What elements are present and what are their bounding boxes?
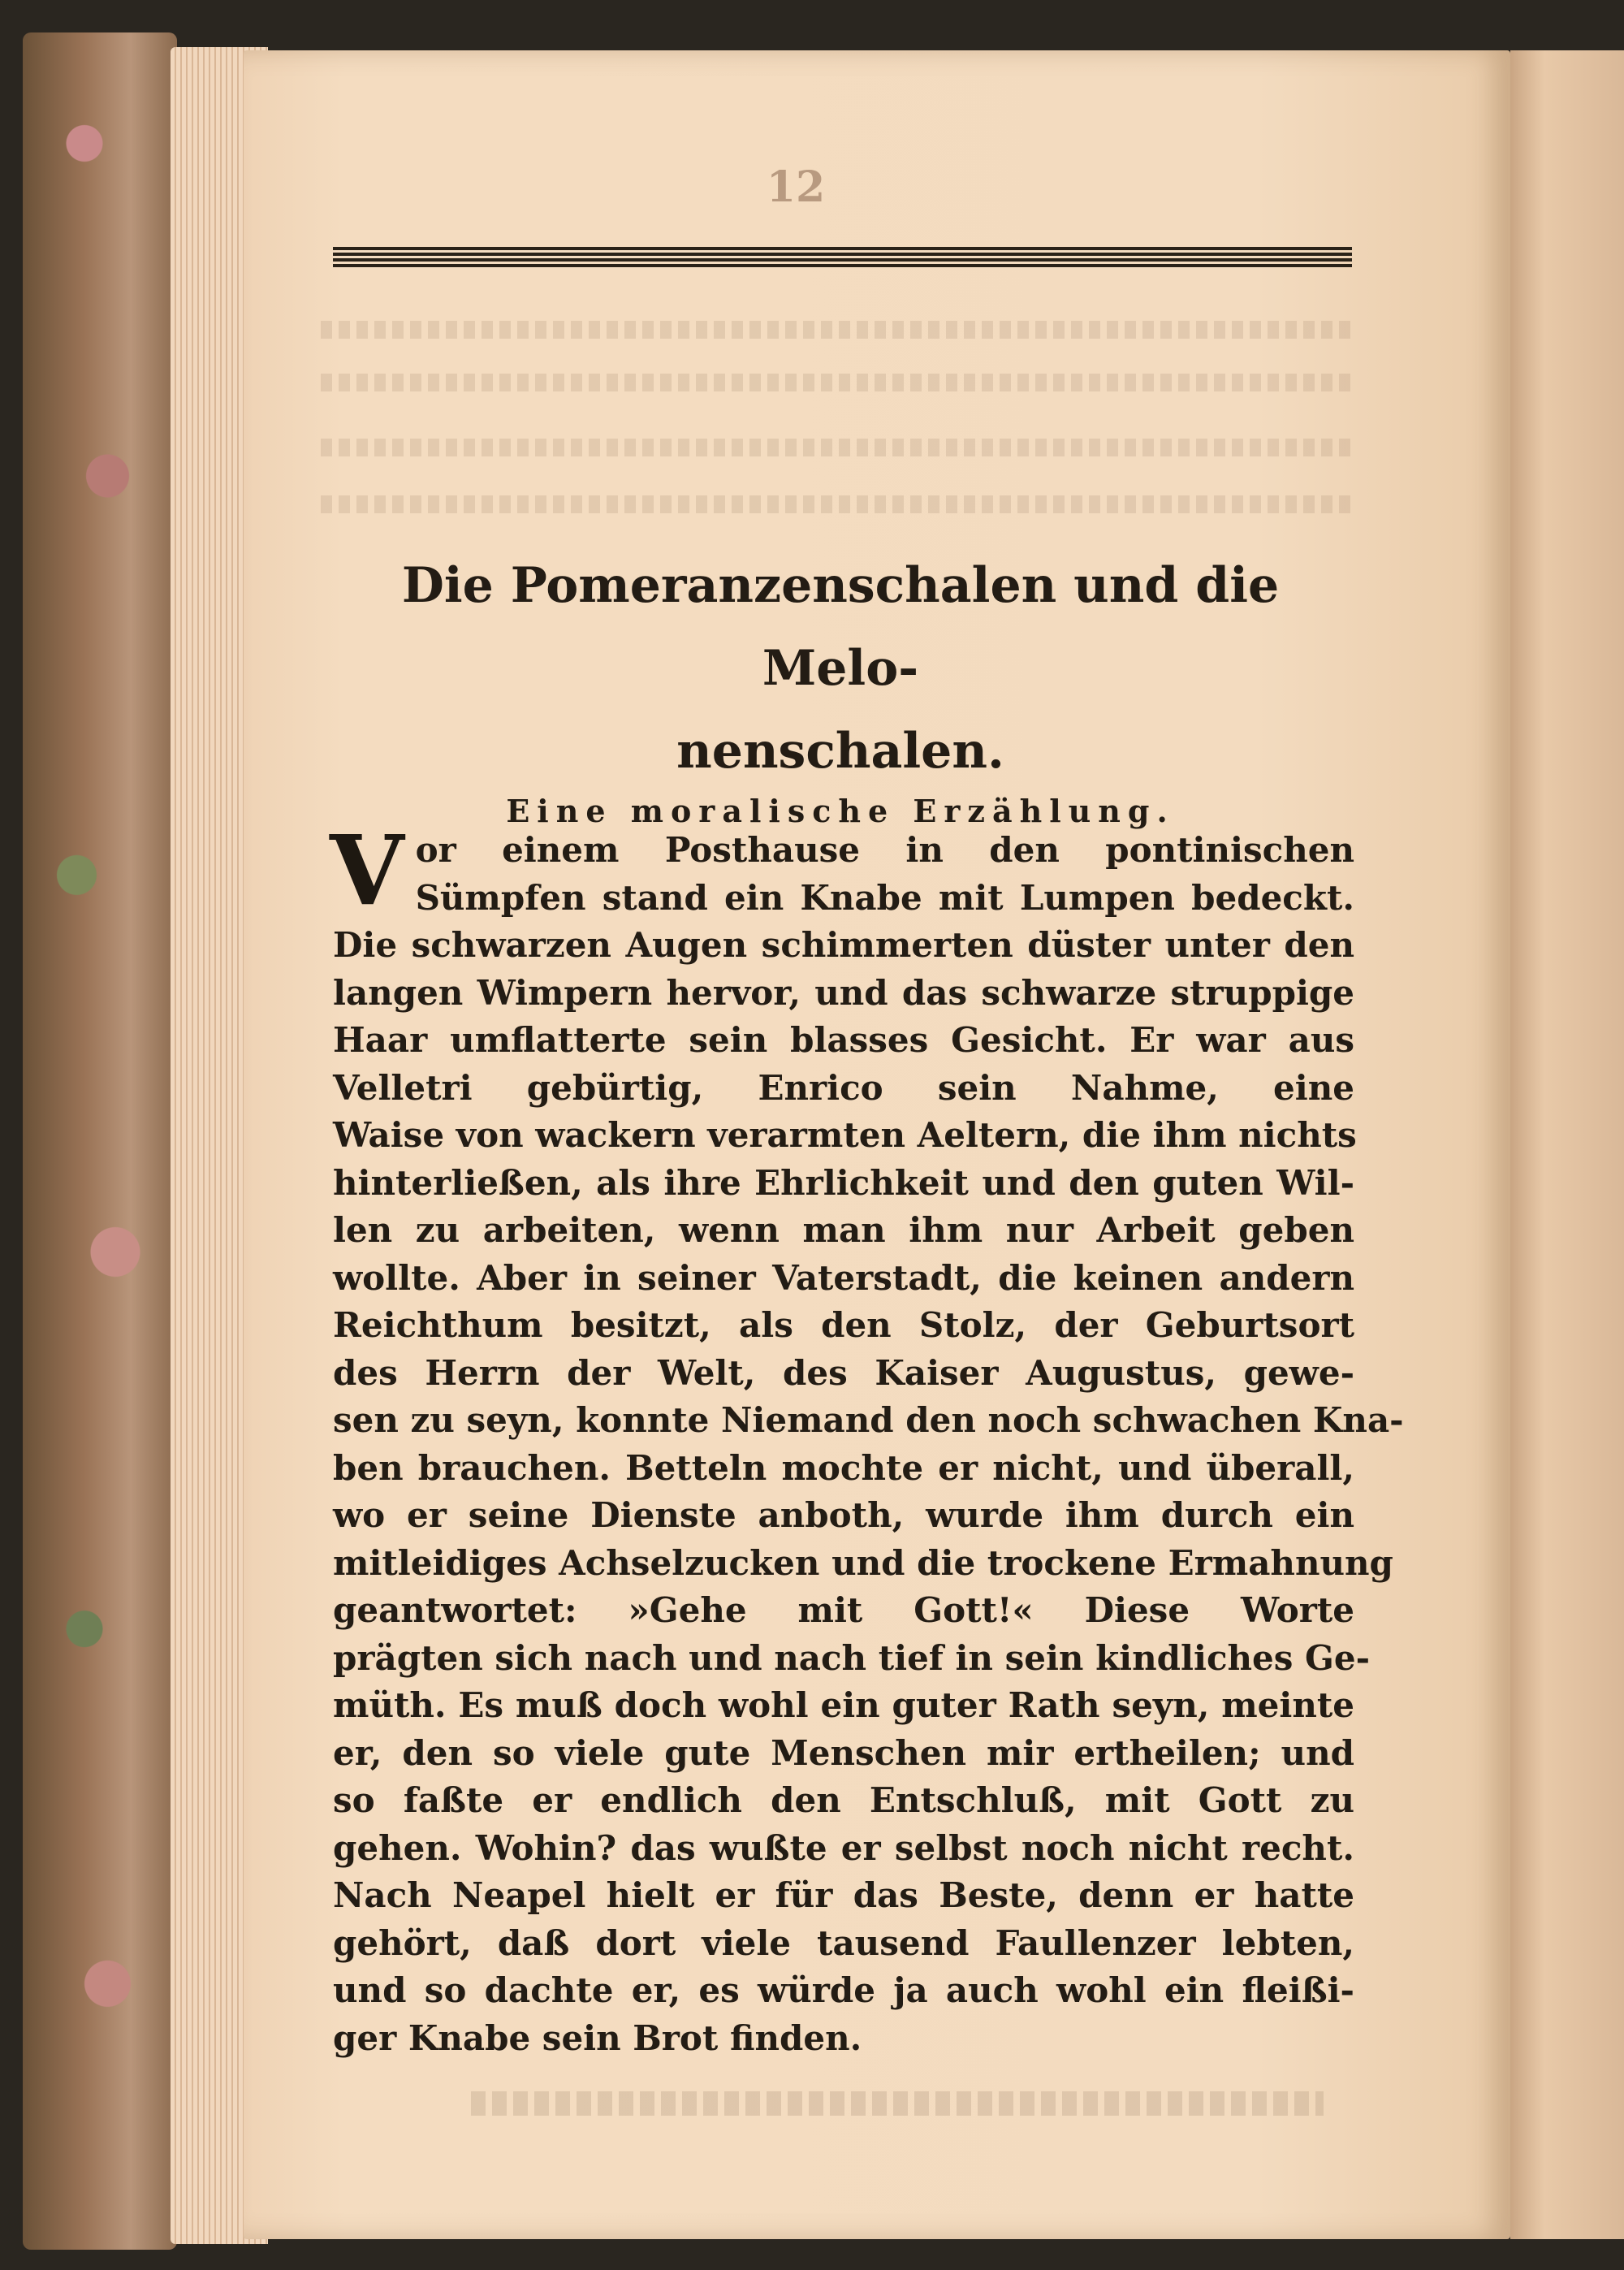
story-title-line-1: Die Pomeranzenschalen und die Melo- bbox=[401, 557, 1280, 697]
text-line: Sümpfen stand ein Knabe mit Lumpen bedeckt. bbox=[415, 877, 1354, 918]
text-line: ben brauchen. Betteln mochte er nicht, und überall, bbox=[333, 1447, 1354, 1488]
story-heading bbox=[325, 544, 1356, 829]
text-line: müth. Es muß doch wohl ein guter Rath seyn, meinte bbox=[333, 1685, 1354, 1725]
text-line: len zu arbeiten, wenn man ihm nur Arbeit geben bbox=[333, 1210, 1354, 1250]
text-line: wo er seine Dienste anboth, wurde ihm durch ein bbox=[333, 1495, 1354, 1535]
text-line: sen zu seyn, konnte Niemand den noch schwachen Kna- bbox=[333, 1400, 1404, 1440]
text-line: des Herrn der Welt, des Kaiser Augustus, gewe- bbox=[333, 1352, 1354, 1393]
text-line: Die schwarzen Augen schimmerten düster unter den bbox=[333, 925, 1354, 965]
text-line: prägten sich nach und nach tief in sein kindliches Ge- bbox=[333, 1637, 1371, 1678]
text-line: geantwortet: »Gehe mit Gott!« Diese Worte bbox=[333, 1590, 1354, 1630]
next-page-edge bbox=[1510, 50, 1624, 2239]
header-rule bbox=[333, 247, 1352, 268]
text-line: Haar umflatterte sein blasses Gesicht. Er war aus bbox=[333, 1020, 1354, 1060]
text-line: gehen. Wohin? das wußte er selbst noch nicht recht. bbox=[333, 1827, 1354, 1868]
text-line: so faßte er endlich den Entschluß, mit Gott zu bbox=[333, 1780, 1354, 1820]
show-through-line bbox=[321, 495, 1352, 513]
text-line: hinterließen, als ihre Ehrlichkeit und den guten Wil- bbox=[333, 1162, 1354, 1203]
show-through-line bbox=[321, 439, 1352, 456]
story-subtitle: Eine moralische Erzählung. bbox=[506, 793, 1175, 829]
show-through-footer bbox=[471, 2091, 1324, 2116]
show-through-line bbox=[321, 321, 1352, 339]
text-line: mitleidiges Achselzucken und die trockene Ermahnung bbox=[333, 1542, 1393, 1583]
text-line: ger Knabe sein Brot finden. bbox=[333, 2017, 862, 2058]
text-line: Nach Neapel hielt er für das Beste, denn er hatte bbox=[333, 1875, 1354, 1915]
text-line: langen Wimpern hervor, und das schwarze struppige bbox=[333, 972, 1354, 1013]
marbled-cover bbox=[23, 32, 177, 2250]
text-line: er, den so viele gute Menschen mir ertheilen; und bbox=[333, 1732, 1354, 1773]
text-line: or einem Posthause in den pontinischen bbox=[415, 830, 1354, 870]
text-line: Waise von wackern verarmten Aeltern, die ihm nichts bbox=[333, 1115, 1357, 1155]
text-line: Velletri gebürtig, Enrico sein Nahme, eine bbox=[333, 1067, 1354, 1108]
story-body bbox=[330, 814, 1404, 2062]
text-line: gehört, daß dort viele tausend Faullenzer lebten, bbox=[333, 1922, 1354, 1963]
drop-cap: V bbox=[330, 814, 404, 927]
show-through-line bbox=[321, 374, 1352, 391]
story-title-line-2: nenschalen. bbox=[676, 723, 1004, 780]
text-line: Reichthum besitzt, als den Stolz, der Geburtsort bbox=[333, 1305, 1354, 1345]
text-line: wollte. Aber in seiner Vaterstadt, die keinen andern bbox=[333, 1257, 1354, 1298]
text-line: und so dachte er, es würde ja auch wohl ein fleißi- bbox=[333, 1970, 1354, 2010]
page-number: 12 bbox=[766, 162, 826, 212]
